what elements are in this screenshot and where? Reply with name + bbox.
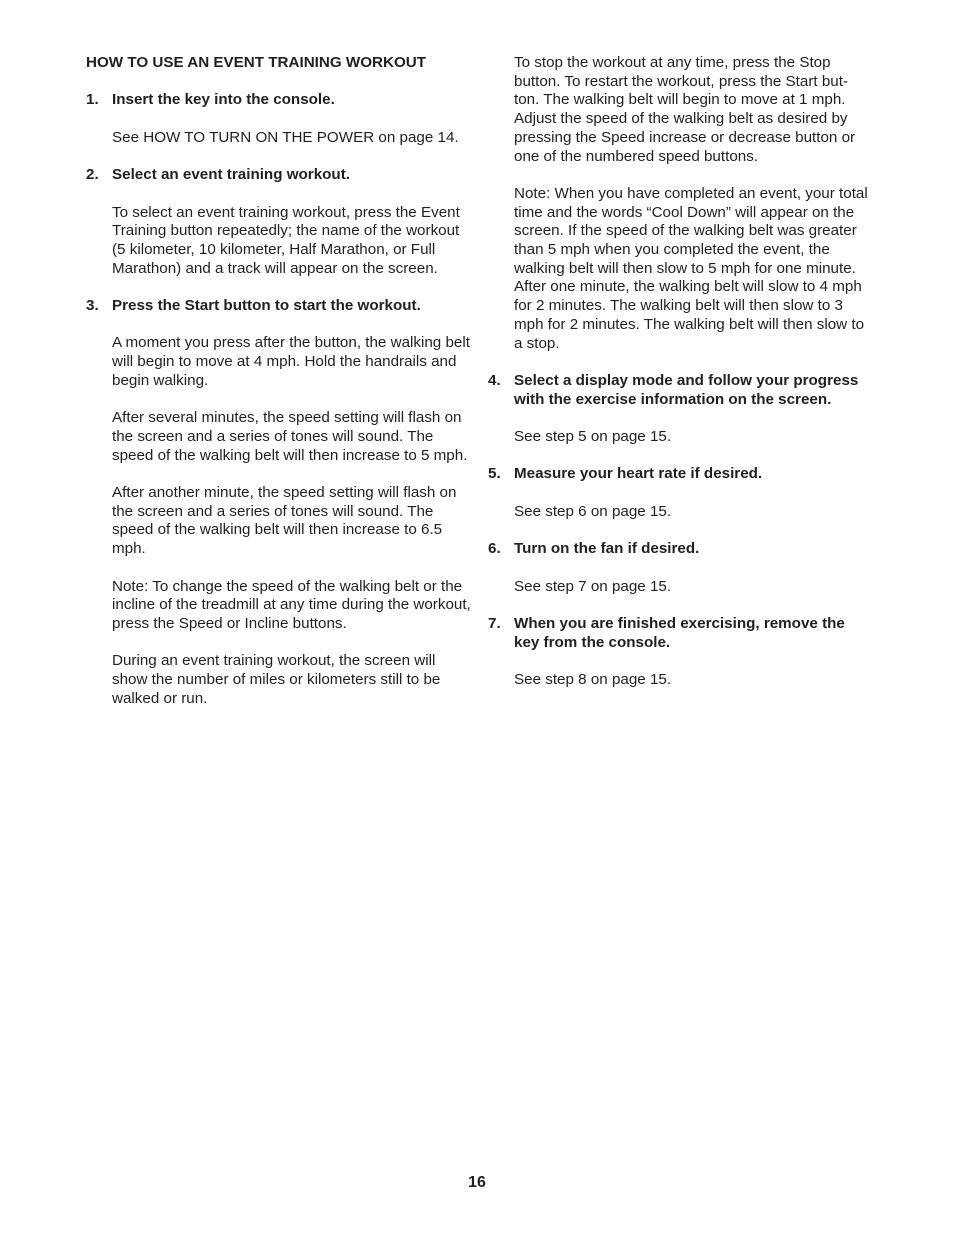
section-title: HOW TO USE AN EVENT TRAINING WORKOUT [86,54,427,71]
step-3-paragraph: A moment you press after the button, the walking belt will begin to move at 4 mph. Hold the handrails and begin walking. [112,334,470,389]
step-heading-text: Press the Start button to start the workout. [112,297,421,315]
page-number: 16 [468,1174,486,1191]
step-1-paragraph: See HOW TO TURN ON THE POWER on page 14. [112,128,459,146]
step-5-heading [488,465,872,484]
step-3-heading [86,297,471,316]
cool-down-note: Note: When you have completed an event, your total time and the words “Cool Down” will appear on the screen. If the speed of the walking belt was greater than 5 mph when you completed the event, the walking belt will then slow to 5 mph for one minute. After one minute, the walking belt will slow to 4 mph for 2 minutes. The walking belt will then slow to 3 mph for 2 minutes. The walking belt will then slow to a stop. [514,184,868,352]
step-heading-text: Select a display mode and follow your progress with the exercise information on the screen. [514,371,859,408]
step-3-paragraph: During an event training workout, the screen will show the number of miles or kilometers still to be walked or run. [112,652,441,707]
step-2-paragraph: To select an event training workout, press the Event Training button repeatedly; the name of the workout (5 kilometer, 10 kilometer, Half Marathon, or Full Marathon) and a track will appear on the screen. [112,203,460,277]
step-7-heading [488,615,872,652]
step-heading-text: When you are finished exercising, remove the key from the console. [514,614,845,651]
step-5-paragraph: See step 6 on page 15. [514,502,672,520]
step-3-paragraph: After several minutes, the speed setting will flash on the screen and a series of tones will sound. The speed of the walking belt will then increase to 5 mph. [112,409,468,464]
step-number: 3. [86,297,99,315]
step-6-heading [488,540,872,559]
step-1-heading [86,91,471,110]
step-4-paragraph: See step 5 on page 15. [514,428,672,446]
step-number: 6. [488,540,501,558]
step-3-paragraph: After another minute, the speed setting will flash on the screen and a series of tones will sound. The speed of the walking belt will then increase to 6.5 mph. [112,484,457,558]
step-2-heading [86,166,471,185]
continued-paragraph: To stop the workout at any time, press the Stop button. To restart the workout, press the Start but- ton. The walking belt will begin to move at 1 mph. Adjust the speed of the walking belt as desired by pressing the Speed increase or decrease button or one of the numbered speed buttons. [514,54,856,165]
step-number: 2. [86,166,99,184]
right-column [488,54,872,708]
step-number: 1. [86,91,99,109]
step-number: 7. [488,614,501,632]
step-7-paragraph: See step 8 on page 15. [514,671,672,689]
step-heading-text: Turn on the fan if desired. [514,540,700,558]
step-4-heading [488,372,872,409]
step-3-note: Note: To change the speed of the walking belt or the incline of the treadmill at any time during the workout, press the Speed or Incline buttons. [112,577,471,632]
step-heading-text: Select an event training workout. [112,166,350,184]
step-heading-text: Insert the key into the console. [112,91,335,109]
step-heading-text: Measure your heart rate if desired. [514,465,763,483]
step-6-paragraph: See step 7 on page 15. [514,577,672,595]
step-number: 5. [488,465,501,483]
step-number: 4. [488,371,501,389]
left-column [86,54,471,727]
